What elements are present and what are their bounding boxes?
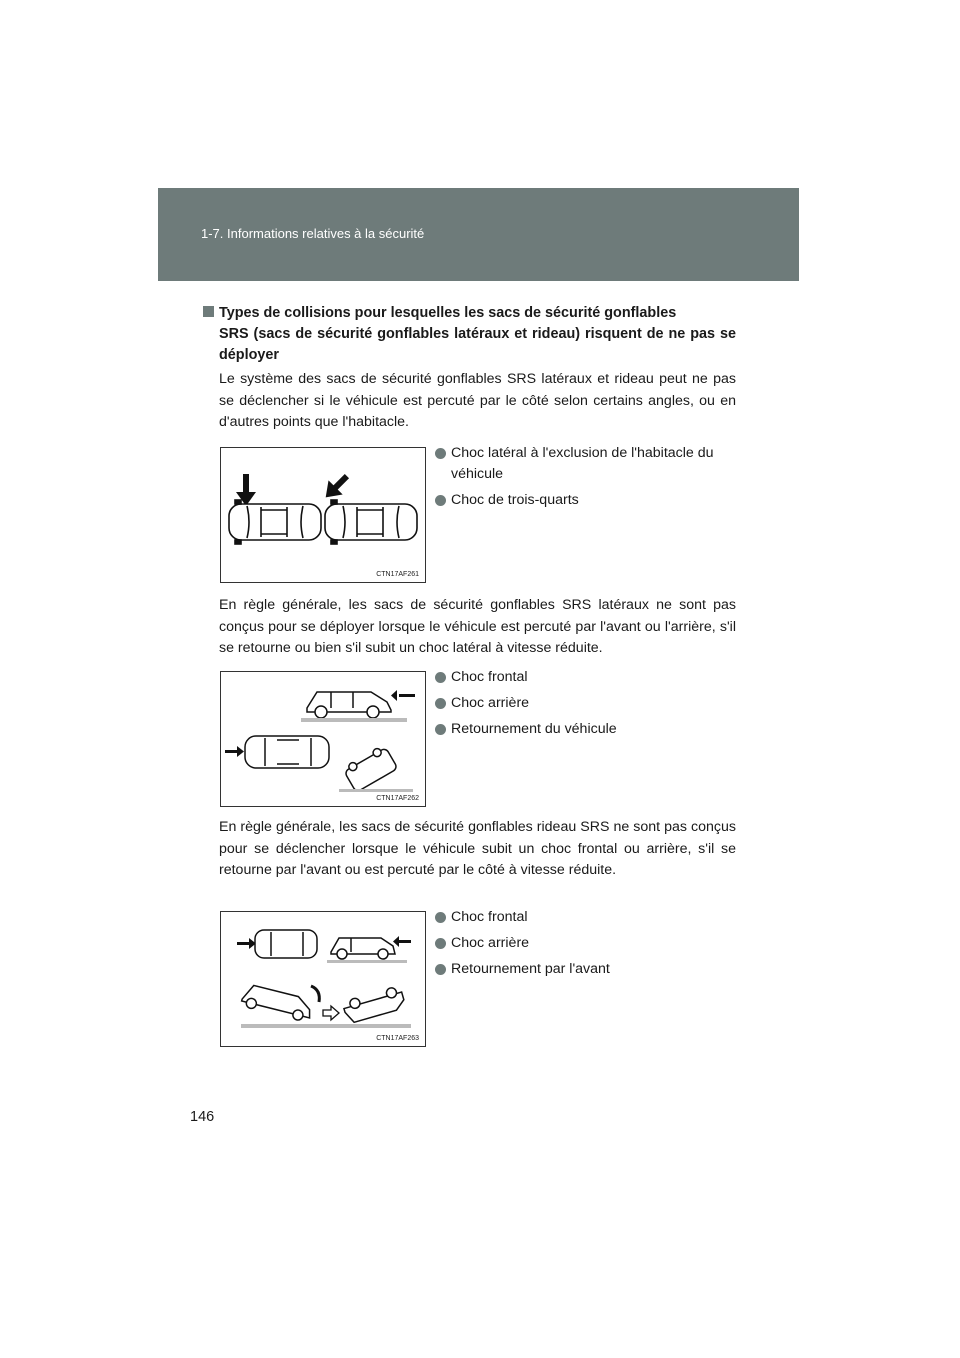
list-item: Choc frontal: [435, 667, 735, 688]
right-arrow-icon: [225, 746, 244, 757]
list-item: Choc arrière: [435, 693, 735, 714]
section-heading-line2: SRS (sacs de sécurité gonflables latéraux et rideau) risquent de ne pas se déployer: [219, 326, 736, 363]
list-item: Choc de trois-quarts: [435, 490, 735, 511]
frontal-rear-rollover-illustration: [221, 672, 427, 808]
figure-code: CTN17AF261: [376, 571, 419, 578]
diagonal-arrow-icon: [319, 469, 354, 504]
car-top-view-2: [325, 500, 417, 544]
right-arrow-icon: [237, 938, 256, 949]
list-item: Choc latéral à l'exclusion de l'habitacle du véhicule: [435, 443, 735, 485]
list-item: Retournement par l'avant: [435, 959, 735, 980]
bullet-dot-icon: [435, 495, 446, 506]
square-bullet-icon: [203, 306, 214, 317]
left-arrow-icon: [393, 936, 411, 947]
intro-paragraph: Le système des sacs de sécurité gonflables SRS latéraux et rideau peut ne pas se déclencher si le véhicule est percuté par le côté selon certains angles, ou en d'autres points que l'habitacle.: [219, 371, 736, 430]
figure-code: CTN17AF262: [376, 795, 419, 802]
left-arrow-icon: [391, 690, 415, 701]
figure-frontal-rear-front-rollover: [220, 911, 426, 1047]
figure-code: CTN17AF263: [376, 1035, 419, 1042]
car-top-view-1: [229, 500, 321, 544]
car-flipped: [342, 985, 406, 1024]
car-side-view: [331, 938, 395, 959]
hollow-arrow-icon: [323, 1006, 339, 1020]
car-side-view: [307, 692, 391, 718]
chapter-header: [158, 188, 799, 281]
bullet-dot-icon: [435, 912, 446, 923]
side-impact-illustration: [221, 448, 427, 584]
list-item: Choc arrière: [435, 933, 735, 954]
frontal-rear-front-rollover-illustration: [221, 912, 427, 1048]
figure-side-impact: [220, 447, 426, 583]
figure3-bullet-list: [435, 907, 735, 985]
curved-arrow-icon: [311, 986, 319, 1002]
list-item: Choc frontal: [435, 907, 735, 928]
bullet-dot-icon: [435, 964, 446, 975]
list-item: Retournement du véhicule: [435, 719, 735, 740]
car-top-view: [245, 736, 329, 768]
side-airbag-rule-paragraph: En règle générale, les sacs de sécurité gonflables SRS latéraux ne sont pas conçus pour se déployer lorsque le véhicule est percuté par l'avant ou l'arrière, s'il se retourne ou bien s'il subit un choc latéral à vitesse réduite.: [219, 597, 736, 656]
bullet-dot-icon: [435, 698, 446, 709]
curtain-airbag-rule-paragraph: En règle générale, les sacs de sécurité gonflables rideau SRS ne sont pas conçus pour se déclencher lorsque le véhicule subit un choc frontal ou arrière, s'il se retourne par l'avant ou est percuté par le côté à vitesse réduite.: [219, 819, 736, 878]
ground-line: [241, 1024, 411, 1028]
car-top-view: [255, 930, 317, 958]
figure2-bullet-list: [435, 667, 735, 745]
bullet-dot-icon: [435, 672, 446, 683]
ground-line: [301, 718, 407, 722]
car-rollover: [342, 744, 398, 792]
figure1-bullet-list: [435, 443, 735, 516]
bullet-dot-icon: [435, 448, 446, 459]
bullet-dot-icon: [435, 724, 446, 735]
page-number: 146: [190, 1109, 215, 1125]
chapter-title: 1-7. Informations relatives à la sécurité: [201, 226, 425, 241]
section-heading-line1: Types de collisions pour lesquelles les sacs de sécurité gonflables: [219, 305, 677, 321]
bullet-dot-icon: [435, 938, 446, 949]
car-tipping: [240, 984, 313, 1023]
section-heading: [203, 303, 736, 366]
ground-line: [339, 789, 413, 792]
ground-line: [327, 960, 407, 963]
figure-frontal-rear-rollover: [220, 671, 426, 807]
